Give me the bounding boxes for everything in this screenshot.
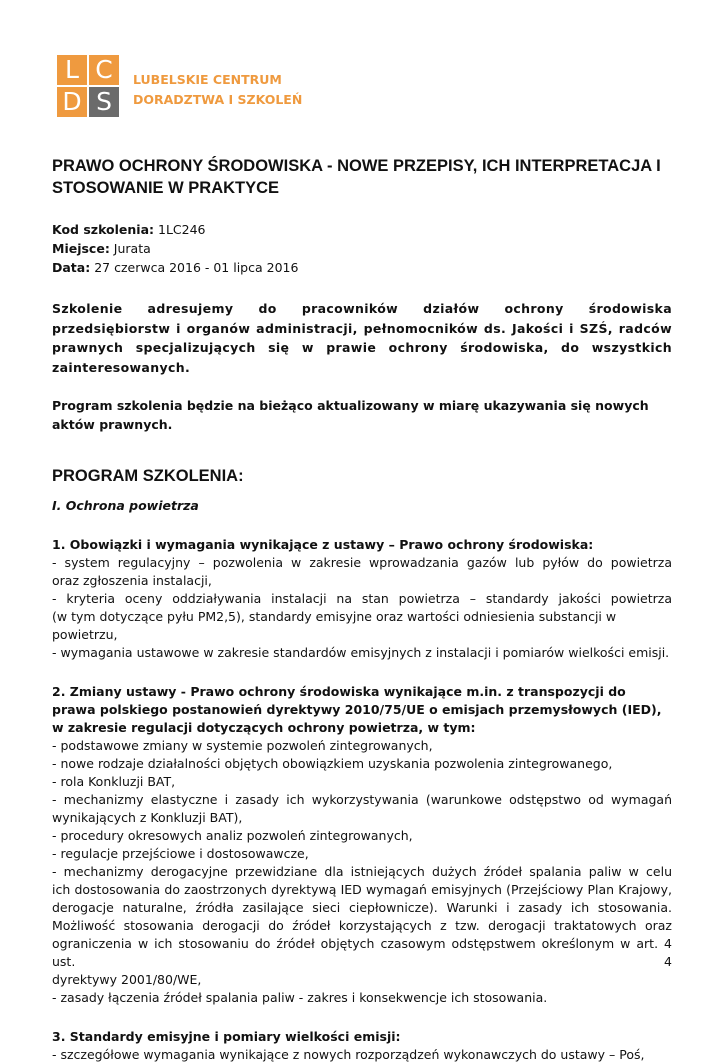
- section-line: - regulacje przejściowe i dostosowawcze,: [52, 846, 309, 861]
- meta-date-label: Data:: [52, 260, 91, 275]
- logo-tile-l: L: [57, 55, 87, 85]
- program-section: [52, 536, 672, 662]
- meta-code-row: [52, 220, 672, 239]
- section-line: ograniczenia w ich stosowaniu do źródeł objętych czasowym odstępstwem określonym w art. 4 ust. 4: [52, 936, 672, 969]
- intro-audience: Szkolenie adresujemy do pracowników działów ochrony środowiska przedsiębiorstw i organów administracji, pełnomocników ds. Jakości i SZŚ, radców prawnych specjalizujących się w prawie ochrony środowiska, do wszystkich zainteresowanych.: [52, 301, 672, 375]
- meta-code-label: Kod szkolenia:: [52, 222, 155, 237]
- section-line: (w tym dotyczące pyłu PM2,5), standardy emisyjne oraz wartości odniesienia substancji w powietrzu,: [52, 609, 617, 642]
- program-section: [52, 683, 672, 1007]
- section-line: oraz zgłoszenia instalacji,: [52, 573, 212, 588]
- meta-place-row: [52, 239, 672, 258]
- section-line: ich dostosowania do zaostrzonych dyrektywą IED wymagań emisyjnych (Przejściowy Plan Krajowy,: [52, 882, 672, 897]
- section-line: - zasady łączenia źródeł spalania paliw - zakres i konsekwencje ich stosowania.: [52, 990, 548, 1005]
- part-heading: I. Ochrona powietrza: [52, 498, 199, 513]
- program-section: [52, 1028, 672, 1064]
- section-line: - szczegółowe wymagania wynikające z nowych rozporządzeń wykonawczych do ustawy – Poś,: [52, 1047, 645, 1062]
- section-line: - nowe rodzaje działalności objętych obowiązkiem uzyskania pozwolenia zintegrowanego,: [52, 756, 613, 771]
- section-line: Możliwość stosowania derogacji do źródeł korzystających z tzw. derogacji traktatowych oraz: [52, 918, 672, 933]
- document-content: [52, 155, 672, 1064]
- program-sections: [52, 536, 672, 1064]
- section-line: - rola Konkluzji BAT,: [52, 774, 176, 789]
- meta-place-label: Miejsce:: [52, 241, 110, 256]
- section-line: dyrektywy 2001/80/WE,: [52, 972, 202, 987]
- intro-update-note: Program szkolenia będzie na bieżąco aktualizowany w miarę ukazywania się nowych aktów prawnych.: [52, 398, 649, 432]
- section-line: - podstawowe zmiany w systemie pozwoleń zintegrowanych,: [52, 738, 433, 753]
- section-line: wynikających z Konkluzji BAT),: [52, 810, 243, 825]
- section-line: - wymagania ustawowe w zakresie standardów emisyjnych z instalacji i pomiarów wielkości emisji.: [52, 645, 670, 660]
- section-title: 2. Zmiany ustawy - Prawo ochrony środowiska wynikające m.in. z transpozycji do prawa polskiego postanowień dyrektywy 2010/75/UE o emisjach przemysłowych (IED), w zakresie regulacji dotyczących ochrony powietrza, w tym:: [52, 684, 662, 735]
- logo-tile-c: C: [89, 55, 119, 85]
- logo-tile-d: D: [57, 87, 87, 117]
- section-line: - kryteria oceny oddziaływania instalacji na stan powietrza – standardy jakości powietrza: [52, 591, 672, 606]
- meta-place-value: Jurata: [113, 241, 151, 256]
- document-title: PRAWO OCHRONY ŚRODOWISKA - NOWE PRZEPISY, ICH INTERPRETACJA I STOSOWANIE W PRAKTYCE: [52, 157, 661, 197]
- meta-code-value: 1LC246: [158, 222, 206, 237]
- section-line: - mechanizmy derogacyjne przewidziane dla istniejących dużych źródeł spalania paliw w celu: [52, 864, 672, 879]
- section-line: - mechanizmy elastyczne i zasady ich wykorzystywania (warunkowe odstępstwo od wymagań: [52, 792, 672, 807]
- lcds-logo: [57, 55, 119, 117]
- section-line: derogacje naturalne, źródła zasilające sieci ciepłownicze). Warunki i zasady ich stosowania.: [52, 900, 672, 915]
- logo-tile-s: S: [89, 87, 119, 117]
- brand-name: [133, 70, 302, 110]
- section-title: 1. Obowiązki i wymagania wynikające z ustawy – Prawo ochrony środowiska:: [52, 537, 594, 552]
- program-heading: PROGRAM SZKOLENIA:: [52, 467, 244, 485]
- section-title: 3. Standardy emisyjne i pomiary wielkości emisji:: [52, 1029, 401, 1044]
- brand-line-1: LUBELSKIE CENTRUM: [133, 72, 282, 87]
- meta-date-row: [52, 258, 672, 277]
- section-line: - procedury okresowych analiz pozwoleń zintegrowanych,: [52, 828, 413, 843]
- training-meta: [52, 220, 672, 277]
- section-line: - system regulacyjny – pozwolenia w zakresie wprowadzania gazów lub pyłów do powietrza: [52, 555, 672, 570]
- brand-line-2: DORADZTWA I SZKOLEŃ: [133, 92, 303, 107]
- meta-date-value: 27 czerwca 2016 - 01 lipca 2016: [94, 260, 299, 275]
